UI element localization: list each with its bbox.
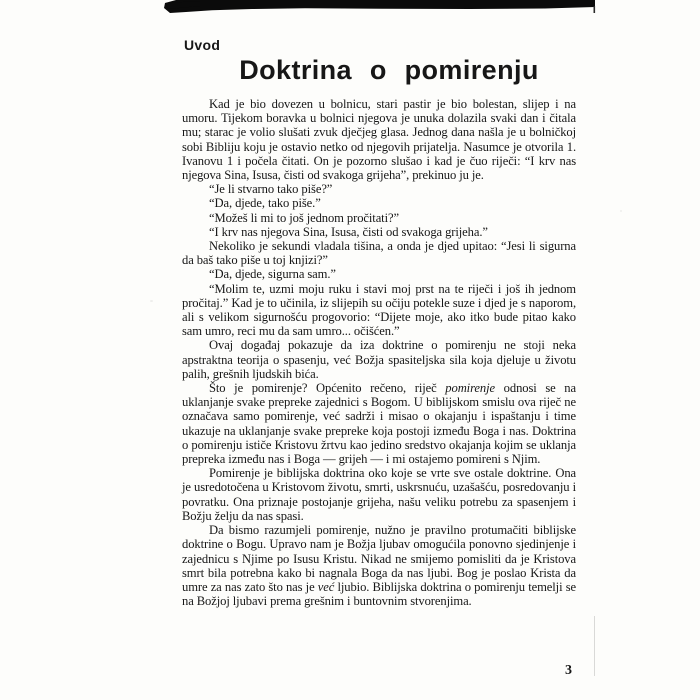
text-segment: “Da, djede, tako piše.” [209,196,321,211]
text-segment: “I krv nas njegova Sina, Isusa, čisti od svakoga grijeha.” [209,224,488,239]
paragraph [182,225,576,239]
text-segment: “Možeš li mi to još jednom pročitati?” [209,210,399,225]
text-segment: odnosi se na uklanjanje svake prepreke zajednici s Bogom. U biblijskom smislu ova riječ ne označava samo pomirenje, već sadrži i misao o okajanju i ispaštanju i time ukazuje na uklanjanje svake prepreke koja postoji između Boga i nas. Doktrina o pomirenju ističe Kristovu žrtvu kao jedino sredstvo okajanja kojim se uklanja prepreka između nas i Boga — grijeh — i mi ostajemo pomireni s Njim. [182,381,576,467]
text-segment: Ovaj događaj pokazuje da iza doktrine o pomirenju ne stoji neka apstraktna teorija o spasenju, već Božja spasiteljska sila koja djeluje u životu palih, grešnih ljudskih bića. [182,338,576,381]
scan-artifact-line [594,616,595,676]
body-text [182,97,576,608]
page-number: 3 [565,663,572,678]
paragraph [182,523,576,608]
text-segment: Pomirenje je biblijska doktrina oko koje se vrte sve ostale doktrine. Ona je usredotočena u Kristovom životu, smrti, uskrsnuću, uzašašću, posredovanju i povratku. Ona priznaje postojanje grijeha, našu veliku potrebu za spasenjem i Božju želju da nas spasi. [182,466,576,523]
paragraph [182,239,576,267]
text-segment: “Je li stvarno tako piše?” [209,182,333,197]
italic-text: pomirenje [445,381,495,396]
text-segment: Nekoliko je sekundi vladala tišina, a onda je djed upitao: “Jesi li sigurna da baš tako piše u toj knjizi?” [182,239,576,268]
paragraph [182,182,576,196]
text-segment: “Molim te, uzmi moju ruku i stavi moj prst na te riječi i još ih jednom pročitaj.” Kad je to učinila, iz slijepih su očiju potekle suze i djed je s naporom, ali s velikom sigurnošću progovorio: “Dijete moje, ako itko bude pitao kako sam umro, reci mu da sam umro... očišćen.” [182,281,576,339]
page-title: Doktrina o pomirenju [239,55,539,85]
text-segment: “Da, djede, sigurna sam.” [209,267,336,282]
paragraph [182,381,576,466]
text-segment: Što je pomirenje? Općenito rečeno, riječ [209,381,446,396]
paragraph [182,97,576,182]
section-kicker: Uvod [184,37,221,53]
paragraph [182,196,576,210]
scan-speck [620,210,622,212]
paragraph [182,338,576,381]
paragraph [182,267,576,281]
scan-speck [150,300,153,302]
paragraph [182,282,576,339]
italic-text: već [317,579,335,594]
text-segment: ljubio. Biblijska doktrina o pomirenju temelji se na Božjoj ljubavi prema grešnim i buntovnim stvorenjima. [182,579,576,609]
text-segment: Da bismo razumjeli pomirenje, nužno je pravilno protumačiti biblijske doktrine o Bogu. Upravo nam je Božja ljubav omogućila ponovno sjedinjenje i zajednicu s Njime po Isusu Kristu. Nikad ne smijemo pomisliti da je Kristova smrt bila potrebna kako bi nagnala Boga da nas ljubi. Bog je poslao Krista da umre za nas zato što nas je [182,523,576,594]
text-segment: Kad je bio dovezen u bolnicu, stari pastir je bio bolestan, slijep i na umoru. Tijekom boravka u bolnici njegova je unuka dolazila svaki dan i čitala mu; starac je volio slušati zvuk dječjeg glasa. Jednog dana našla je u bolničkoj sobi Bibliju koju je ostavio netko od njegovih prijatelja. Nasumce je otvorila 1. Ivanovu 1 i počela čitati. On je pozorno slušao i kad je čuo riječi: “I krv nas njegova Sina, Isusa, čisti od svakoga grijeha”, prekinuo ju je. [182,97,576,183]
scan-edge-top [0,0,700,22]
paragraph [182,466,576,523]
paragraph [182,211,576,225]
